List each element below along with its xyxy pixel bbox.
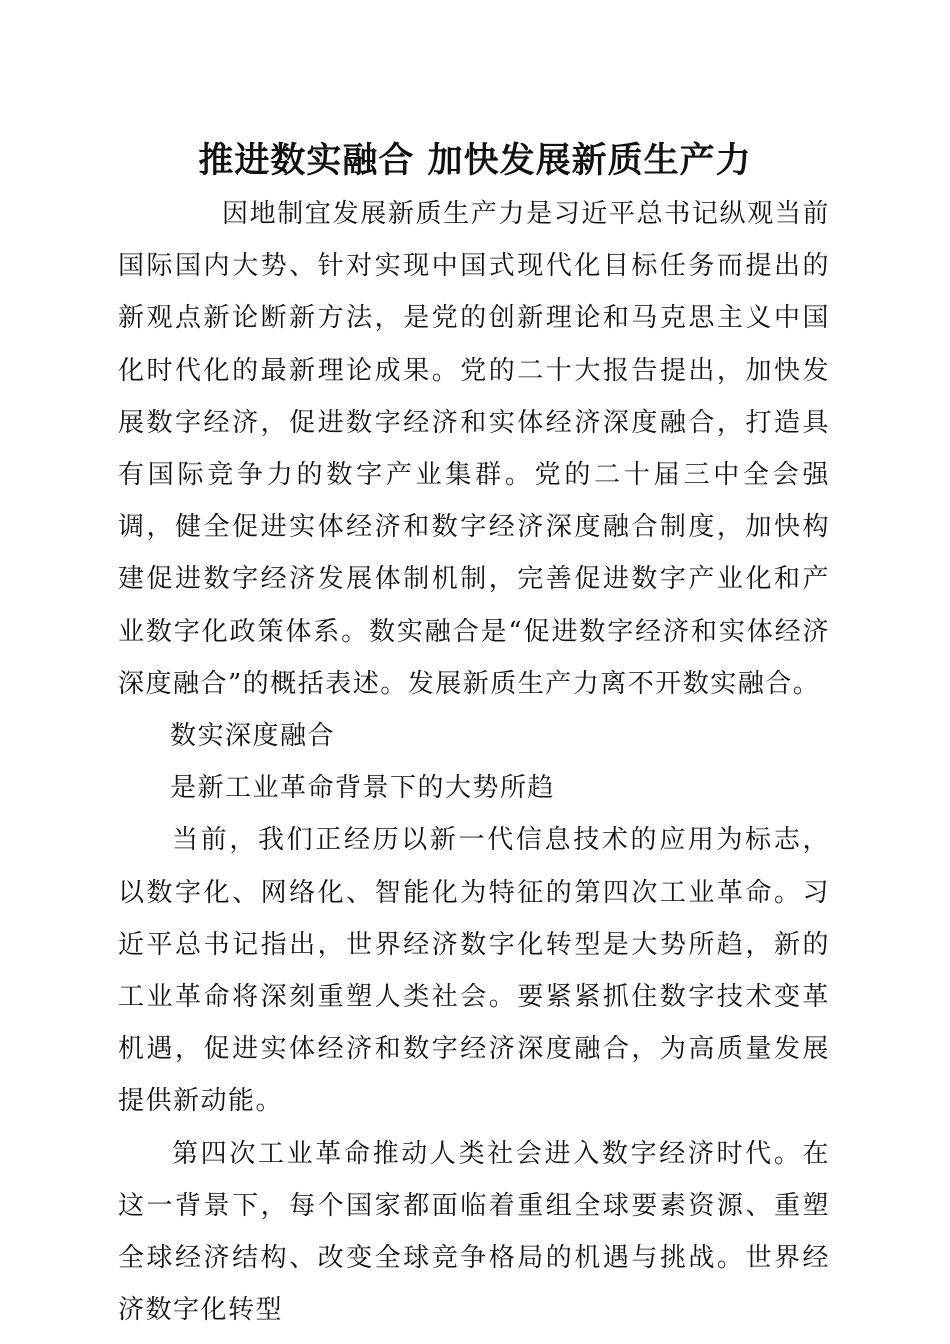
paragraph-intro: 因地制宜发展新质生产力是习近平总书记纵观当前国际国内大势、针对实现中国式现代化目标任务而提出的新观点新论断新方法，是党的创新理论和马克思主义中国化时代化的最新理论成果。党的二十大报告提出，加快发展数字经济，促进数字经济和实体经济深度融合，打造具有国际竞争力的数字产业集群。党的二十届三中全会强调，健全促进实体经济和数字经济深度融合制度，加快构建促进数字经济发展体制机制，完善促进数字产业化和产业数字化政策体系。数实融合是“促进数字经济和实体经济深度融合”的概括表述。发展新质生产力离不开数实融合。 — [118, 199, 830, 699]
paragraph-industrial-revolution: 当前，我们正经历以新一代信息技术的应用为标志，以数字化、网络化、智能化为特征的第四次工业革命。习近平总书记指出，世界经济数字化转型是大势所趋，新的工业革命将深刻重塑人类社会。要紧紧抓住数字技术变革机遇，促进实体经济和数字经济深度融合，为高质量发展提供新动能。 — [118, 825, 830, 1117]
document-body — [118, 188, 830, 1336]
paragraph-digital-economy-era: 第四次工业革命推动人类社会进入数字经济时代。在这一背景下，每个国家都面临着重组全球要素资源、重塑全球经济结构、改变全球竞争格局的机遇与挑战。世界经济数字化转型 — [118, 1138, 830, 1326]
section-heading-line-2: 是新工业革命背景下的大势所趋 — [170, 773, 556, 804]
document-title: 推进数实融合 加快发展新质生产力 — [198, 140, 752, 181]
section-heading-line-1: 数实深度融合 — [170, 721, 336, 752]
